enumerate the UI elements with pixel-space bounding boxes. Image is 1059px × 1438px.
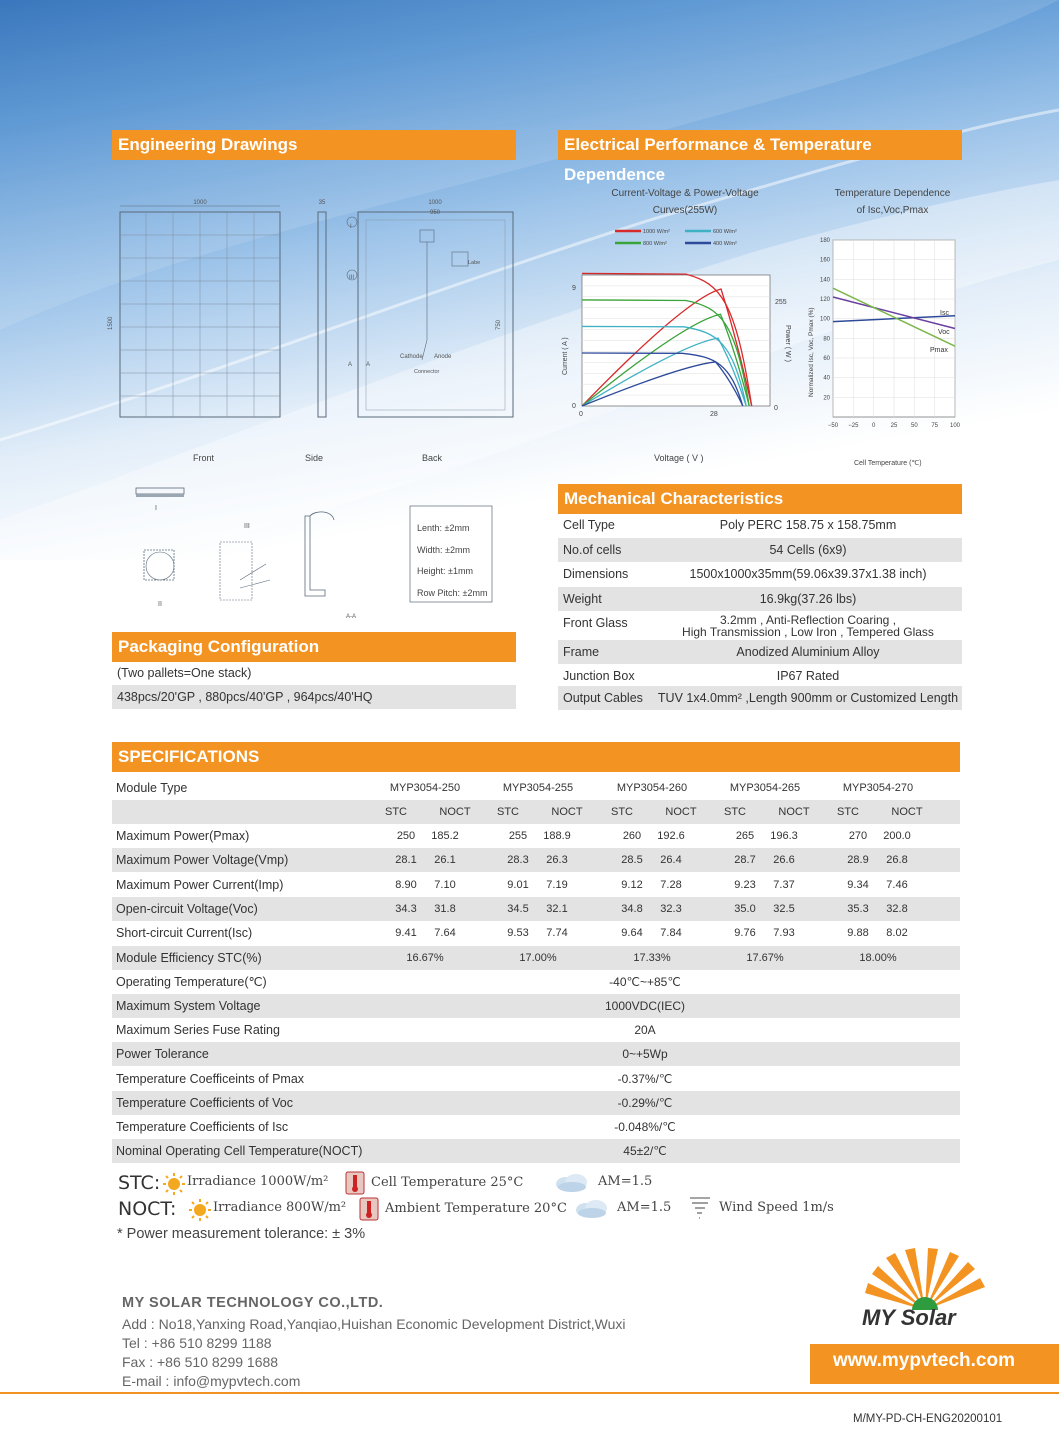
efficiency-row xyxy=(112,946,960,970)
dim-1500-front: 1500 xyxy=(108,316,114,330)
mechanical-row-label: Cell Type xyxy=(563,518,615,532)
company-tel: Tel : +86 510 8299 1188 xyxy=(122,1335,272,1351)
mechanical-row-value: 16.9kg(37.26 lbs) xyxy=(759,592,857,606)
temp-x-tick: 25 xyxy=(890,423,898,429)
spec-value: 9.41 xyxy=(395,927,417,940)
noct-column-header: NOCT xyxy=(778,806,810,818)
temp-y-tick: 40 xyxy=(823,375,830,382)
spec-value: 26.6 xyxy=(773,854,795,867)
spec-value: 255 xyxy=(508,830,528,842)
spec-row xyxy=(112,848,960,872)
iv-x-tick-28: 28 xyxy=(710,411,718,418)
spec-row-label: Maximum Power Voltage(Vmp) xyxy=(116,853,289,868)
spec-common-label: Operating Temperature(℃) xyxy=(116,974,267,989)
packaging-stack-text: (Two pallets=One stack) xyxy=(117,666,252,680)
spec-common-label: Nominal Operating Cell Temperature(NOCT) xyxy=(116,1144,363,1159)
anode-label: Anode xyxy=(434,354,452,360)
spec-row-label: Maximum Power Current(Imp) xyxy=(116,877,284,892)
iv-y-axis-label: Current ( A ) xyxy=(562,337,569,375)
side-view-drawing xyxy=(318,212,326,417)
roman-three-detail: III xyxy=(244,523,250,530)
legend-label: 1000 W/m² xyxy=(643,229,670,235)
logo-text: MY Solar xyxy=(862,1305,956,1330)
cloud-icon xyxy=(552,1170,590,1194)
mechanical-row xyxy=(558,562,962,586)
mechanical-row-label: No.of cells xyxy=(563,543,622,557)
spec-common-label: Maximum System Voltage xyxy=(116,999,261,1013)
tolerance-width: Width: ±2mm xyxy=(417,544,470,555)
spec-value: 34.8 xyxy=(621,902,643,915)
spec-value: 28.7 xyxy=(734,854,756,867)
temp-x-tick: 0 xyxy=(871,423,876,429)
spec-value: 8.02 xyxy=(886,927,908,940)
stc-cell-temperature: Cell Temperature 25°C xyxy=(371,1175,524,1190)
spec-value: 34.3 xyxy=(395,902,417,915)
iv-y2-tick-0: 0 xyxy=(774,405,778,412)
spec-common-label: Temperature Coefficients of Voc xyxy=(116,1095,293,1110)
noct-column-header: NOCT xyxy=(439,806,471,818)
spec-value: 8.90 xyxy=(395,878,417,891)
temp-y-tick: 80 xyxy=(823,336,830,343)
spec-value: 28.3 xyxy=(507,854,529,867)
spec-value: 265 xyxy=(735,830,755,842)
iv-y2-axis-label: Power ( W ) xyxy=(784,325,791,362)
packaging-line-1 xyxy=(112,661,516,685)
roman-one-detail: I xyxy=(155,505,157,512)
front-view-label: Front xyxy=(193,453,215,463)
mechanical-row xyxy=(558,664,962,686)
mechanical-row-value-line2: High Transmission , Low Iron , Tempered Glass xyxy=(682,625,934,639)
spec-value: 7.74 xyxy=(546,927,568,940)
mechanical-row xyxy=(558,612,962,640)
model-name: MYP3054-255 xyxy=(502,782,574,794)
spec-common-row xyxy=(112,970,960,994)
model-name: MYP3054-270 xyxy=(842,782,914,794)
electrical-performance-heading: Electrical Performance & Temperature Dependence xyxy=(558,130,962,160)
tolerance-row-pitch: Row Pitch: ±2mm xyxy=(417,587,488,598)
footer-divider xyxy=(0,1392,1059,1394)
spec-common-label: Temperature Coefficeints of Pmax xyxy=(116,1071,305,1086)
temp-y-tick: 100 xyxy=(819,316,830,323)
spec-value: 34.5 xyxy=(507,902,529,915)
temp-y-tick: 20 xyxy=(823,395,830,402)
iv-y-tick-0: 0 xyxy=(572,403,576,410)
spec-row xyxy=(112,873,960,897)
back-view-drawing xyxy=(347,212,513,417)
spec-value: 32.3 xyxy=(660,902,682,915)
spec-common-value: 20A xyxy=(634,1023,656,1038)
engineering-drawings-heading: Engineering Drawings xyxy=(112,130,516,160)
spec-value: 28.1 xyxy=(395,854,417,867)
side-view-label: Side xyxy=(305,453,324,463)
spec-value: 26.3 xyxy=(546,854,568,867)
spec-row xyxy=(112,824,960,848)
stc-column-header: STC xyxy=(497,806,519,818)
roman-one-back: I xyxy=(350,224,352,230)
pmax-series-label: Pmax xyxy=(930,347,948,354)
spec-value: 9.76 xyxy=(734,927,756,940)
spec-value: 32.5 xyxy=(773,902,795,915)
packaging-line-2 xyxy=(112,685,516,709)
spec-value: 9.53 xyxy=(507,927,529,940)
spec-value: 7.37 xyxy=(773,878,795,891)
temp-x-tick: −50 xyxy=(827,423,839,429)
temp-x-tick: 50 xyxy=(910,423,918,429)
roman-two-detail: II xyxy=(158,601,162,608)
spec-common-value: 45±2/℃ xyxy=(623,1144,667,1159)
module-drawings xyxy=(100,190,520,430)
iv-title-line2: Curves(255W) xyxy=(652,205,718,216)
spec-row xyxy=(112,921,960,945)
power-tolerance-note: * Power measurement tolerance: ± 3% xyxy=(117,1226,366,1242)
spec-value: 7.84 xyxy=(660,927,682,940)
sun-icon xyxy=(162,1172,186,1196)
mechanical-row xyxy=(558,640,962,664)
mechanical-row-value: TUV 1x4.0mm² ,Length 900mm or Customized Length xyxy=(657,691,959,705)
spec-value: 250 xyxy=(396,830,416,842)
dim-35-side: 35 xyxy=(318,200,326,206)
temp-x-axis-label: Cell Temperature (℃) xyxy=(854,460,922,467)
section-a-right: A xyxy=(366,362,371,368)
iv-chart-title xyxy=(560,185,810,219)
spec-value: 185.2 xyxy=(431,830,459,842)
spec-value: 7.10 xyxy=(434,878,456,891)
noct-irradiance: Irradiance 800W/m² xyxy=(213,1200,347,1215)
stc-column-header: STC xyxy=(385,806,407,818)
packaging-heading: Packaging Configuration xyxy=(112,632,516,662)
spec-value: 200.0 xyxy=(883,830,911,842)
dim-950-back: 950 xyxy=(429,210,441,216)
spec-value: 26.8 xyxy=(886,854,908,867)
wind-tornado-icon xyxy=(688,1194,712,1220)
mechanical-row-value: 3.2mm , Anti-Reflection Coaring , xyxy=(719,613,897,627)
spec-value: 7.19 xyxy=(546,878,568,891)
spec-value: 26.1 xyxy=(434,854,456,867)
dim-1000-back: 1000 xyxy=(428,200,442,206)
efficiency-value: 17.67% xyxy=(746,951,784,964)
temp-x-tick: −25 xyxy=(848,423,859,429)
spec-value: 196.3 xyxy=(770,830,798,842)
connector-label: Connector xyxy=(414,369,440,375)
spec-common-label: Temperature Coefficients of Isc xyxy=(116,1120,289,1134)
iv-y-tick-9: 9 xyxy=(572,285,576,292)
mechanical-row-value: Poly PERC 158.75 x 158.75mm xyxy=(719,518,897,532)
label-box-label: Labe xyxy=(468,260,481,266)
mechanical-row-label: Frame xyxy=(563,645,600,659)
mechanical-row xyxy=(558,513,962,537)
mechanical-row xyxy=(558,587,962,611)
spec-common-label: Power Tolerance xyxy=(116,1047,209,1062)
spec-value: 7.46 xyxy=(886,878,908,891)
spec-value: 9.01 xyxy=(507,878,529,891)
spec-value: 35.0 xyxy=(734,902,756,915)
noct-ambient-temperature: Ambient Temperature 20°C xyxy=(385,1201,567,1216)
sun-icon xyxy=(188,1198,212,1222)
iv-x-axis-caption: Voltage ( V ) xyxy=(654,453,704,463)
document-code: M/MY-PD-CH-ENG20200101 xyxy=(853,1413,1003,1425)
temp-y-tick: 180 xyxy=(819,238,830,244)
iv-x-tick-0: 0 xyxy=(579,411,583,418)
module-type-label: Module Type xyxy=(116,781,188,795)
dim-1000-front: 1000 xyxy=(193,200,207,206)
tolerance-length: Lenth: ±2mm xyxy=(417,523,470,533)
spec-value: 28.5 xyxy=(621,854,643,867)
spec-common-row xyxy=(112,994,960,1018)
temp-y-tick: 160 xyxy=(819,257,830,264)
mechanical-row-label: Front Glass xyxy=(563,616,628,630)
company-name: MY SOLAR TECHNOLOGY CO.,LTD. xyxy=(122,1295,384,1311)
iv-pv-chart xyxy=(555,225,805,470)
packaging-quantities-text: 438pcs/20'GP , 880pcs/40'GP , 964pcs/40'HQ xyxy=(117,690,373,704)
efficiency-value: 18.00% xyxy=(859,951,897,964)
temp-title-line2: of Isc,Voc,Pmax xyxy=(856,205,929,216)
thermometer-icon xyxy=(358,1197,380,1221)
mechanical-row-value: IP67 Rated xyxy=(776,669,840,683)
stc-air-mass: AM=1.5 xyxy=(598,1174,653,1189)
section-a-left: A xyxy=(348,362,353,368)
cathode-label: Cathode xyxy=(400,354,423,360)
spec-value: 32.1 xyxy=(546,902,568,915)
spec-common-value: 0~+5Wp xyxy=(622,1047,668,1062)
spec-value: 32.8 xyxy=(886,902,908,915)
front-view-drawing xyxy=(120,206,280,417)
noct-column-header: NOCT xyxy=(665,806,697,818)
mechanical-row-value: 1500x1000x35mm(59.06x39.37x1.38 inch) xyxy=(689,567,927,581)
legend-label: 800 W/m² xyxy=(643,241,667,247)
mechanical-row xyxy=(558,538,962,562)
spec-common-row xyxy=(112,1115,960,1139)
my-solar-logo xyxy=(860,1248,990,1310)
spec-value: 188.9 xyxy=(543,830,571,842)
spec-common-row xyxy=(112,1139,960,1163)
temp-x-tick: 100 xyxy=(949,423,961,429)
iv-title-line1: Current-Voltage & Power-Voltage xyxy=(611,188,759,199)
mechanical-row-label: Weight xyxy=(563,592,602,606)
roman-three-back: III xyxy=(349,275,355,281)
temp-y-tick: 60 xyxy=(823,356,830,362)
spec-row-label: Maximum Power(Pmax) xyxy=(116,829,250,843)
spec-value: 7.93 xyxy=(773,927,795,940)
spec-value: 35.3 xyxy=(847,902,869,915)
spec-common-value: 1000VDC(IEC) xyxy=(604,999,686,1013)
spec-value: 9.64 xyxy=(621,927,643,940)
mechanical-row-value: 54 Cells (6x9) xyxy=(769,543,847,557)
noct-column-header: NOCT xyxy=(551,806,583,818)
stc-column-header: STC xyxy=(611,806,633,818)
spec-common-row xyxy=(112,1042,960,1066)
cloud-icon xyxy=(572,1196,610,1220)
noct-wind-speed: Wind Speed 1m/s xyxy=(719,1200,834,1215)
temp-x-tick: 75 xyxy=(931,423,939,429)
efficiency-value: 17.33% xyxy=(633,951,671,964)
spec-value: 9.23 xyxy=(734,878,756,891)
spec-value: 192.6 xyxy=(657,830,685,842)
mechanical-row-value: Anodized Aluminium Alloy xyxy=(736,645,880,659)
spec-common-row xyxy=(112,1091,960,1115)
website-url[interactable]: www.mypvtech.com xyxy=(833,1350,1015,1371)
temperature-dependence-chart xyxy=(800,232,975,472)
section-a-a-label: A-A xyxy=(346,614,357,620)
tolerance-box xyxy=(417,518,487,604)
spec-value: 31.8 xyxy=(434,902,456,915)
specifications-heading: SPECIFICATIONS xyxy=(112,742,960,772)
spec-row-label: Open-circuit Voltage(Voc) xyxy=(116,901,258,916)
company-email: E-mail : info@mypvtech.com xyxy=(122,1373,301,1389)
mechanical-heading: Mechanical Characteristics xyxy=(558,484,962,514)
spec-row-label: Short-circuit Current(Isc) xyxy=(116,926,253,941)
stc-noct-header-row xyxy=(112,800,960,824)
mechanical-row-label: Dimensions xyxy=(563,567,629,581)
thermometer-icon xyxy=(344,1171,366,1195)
temp-chart-title xyxy=(820,185,965,219)
efficiency-label: Module Efficiency STC(%) xyxy=(116,950,262,965)
spec-value: 270 xyxy=(848,830,868,842)
company-address: Add : No18,Yanxing Road,Yanqiao,Huishan Economic Development District,Wuxi xyxy=(122,1316,626,1332)
spec-value: 28.9 xyxy=(847,854,869,867)
company-fax: Fax : +86 510 8299 1688 xyxy=(122,1354,279,1370)
spec-row xyxy=(112,897,960,921)
stc-column-header: STC xyxy=(724,806,746,818)
model-name: MYP3054-250 xyxy=(389,782,461,794)
mechanical-row xyxy=(558,686,962,710)
spec-value: 260 xyxy=(622,830,642,842)
spec-value: 26.4 xyxy=(660,854,682,867)
spec-common-label: Maximum Series Fuse Rating xyxy=(116,1023,280,1038)
back-view-label: Back xyxy=(422,453,443,463)
spec-common-value: -0.29%/℃ xyxy=(617,1095,673,1110)
spec-common-value: -0.048%/℃ xyxy=(614,1120,676,1134)
tolerance-height: Height: ±1mm xyxy=(417,566,473,576)
voc-series-label: Voc xyxy=(938,329,950,336)
iv-y2-tick-255: 255 xyxy=(775,299,787,306)
noct-label: NOCT: xyxy=(118,1198,177,1220)
spec-common-row xyxy=(112,1018,960,1042)
temp-y-axis-label: Normalized Isc, Voc, Pmax (%) xyxy=(808,307,815,397)
model-name: MYP3054-260 xyxy=(616,782,688,794)
legend-label: 600 W/m² xyxy=(713,229,737,235)
spec-value: 7.28 xyxy=(660,878,682,891)
noct-air-mass: AM=1.5 xyxy=(617,1200,672,1215)
spec-common-value: -40℃~+85℃ xyxy=(609,974,681,989)
temp-y-tick: 120 xyxy=(819,297,830,303)
mechanical-row-label: Junction Box xyxy=(563,669,635,683)
spec-value: 9.88 xyxy=(847,927,869,940)
efficiency-value: 17.00% xyxy=(519,951,557,964)
temp-title-line1: Temperature Dependence xyxy=(834,188,951,199)
stc-irradiance: Irradiance 1000W/m² xyxy=(187,1174,329,1189)
isc-series-label: Isc xyxy=(940,310,949,317)
spec-common-value: -0.37%/℃ xyxy=(617,1071,673,1086)
stc-label: STC: xyxy=(118,1172,161,1194)
mechanical-row-label: Output Cables xyxy=(563,691,643,705)
legend-label: 400 W/m² xyxy=(713,241,737,247)
temp-y-tick: 140 xyxy=(819,277,830,284)
dim-750-back: 750 xyxy=(496,319,502,330)
spec-value: 9.34 xyxy=(847,878,869,891)
spec-value: 7.64 xyxy=(434,927,456,940)
stc-column-header: STC xyxy=(837,806,859,818)
noct-column-header: NOCT xyxy=(891,806,923,818)
spec-value: 9.12 xyxy=(621,878,643,891)
model-name: MYP3054-265 xyxy=(729,782,801,794)
efficiency-value: 16.67% xyxy=(406,951,444,964)
spec-common-row xyxy=(112,1067,960,1091)
module-type-row xyxy=(112,776,960,800)
